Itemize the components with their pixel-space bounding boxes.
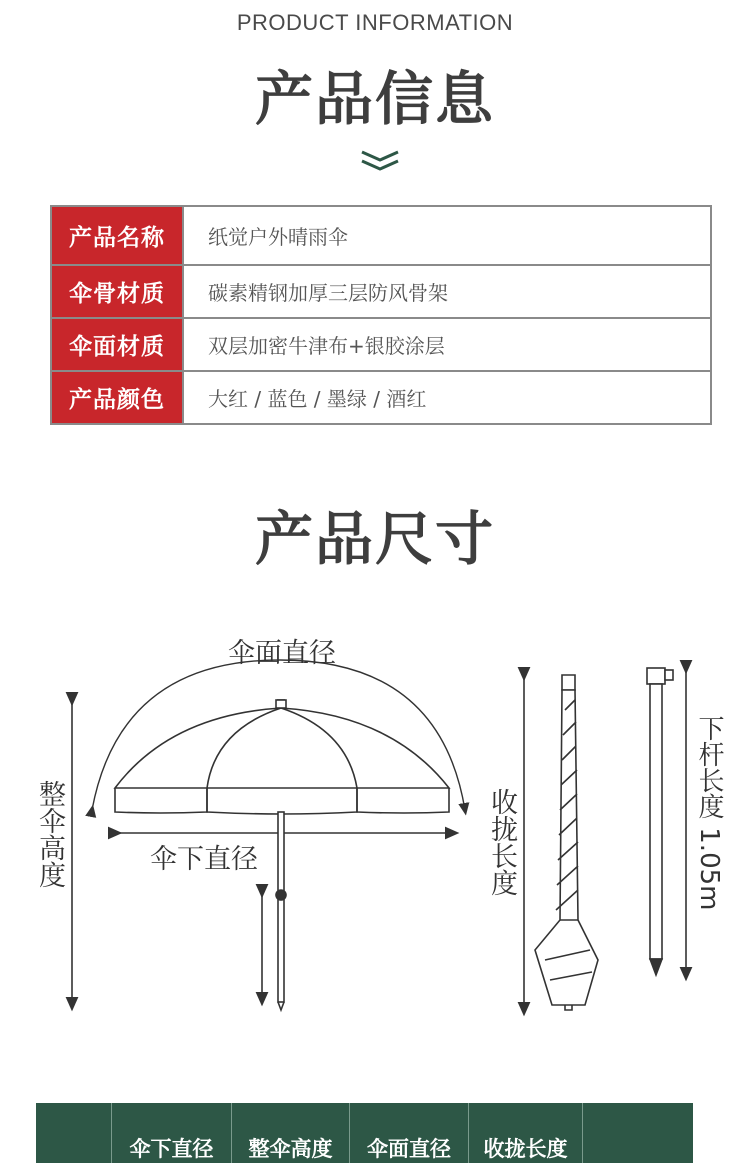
under-diameter-label: 伞下直径 [150,844,258,875]
spec-header-cell: 收拢长度 [469,1103,583,1163]
folded-length-label: 收拢长度 [486,788,517,896]
info-label: 产品名称 [52,207,184,264]
info-label: 伞骨材质 [52,266,184,317]
info-row-fabric [52,317,710,370]
info-label: 产品颜色 [52,372,184,423]
product-info-table [50,205,712,425]
info-value: 碳素精钢加厚三层防风骨架 [208,281,448,305]
info-row-frame [52,264,710,317]
spec-header-cell: 伞下直径 [112,1103,232,1163]
umbrella-size-diagram [0,620,750,1040]
double-chevron-down-icon [358,148,402,174]
spec-header-cell [583,1103,693,1163]
size-section-title: 产品尺寸 [254,505,495,573]
info-row-color [52,370,710,423]
pole-length-label: 下杆长度 1.05m [694,715,724,911]
info-value: 双层加密牛津布+银胶涂层 [208,334,445,358]
spec-header-cell: 整伞高度 [232,1103,350,1163]
header-subtitle-en: PRODUCT INFORMATION [236,10,514,35]
spec-table-header [36,1103,693,1163]
umbrella-drawing [0,620,750,1040]
info-value: 大红 / 蓝色 / 墨绿 / 酒红 [208,387,427,411]
info-label: 伞面材质 [52,319,184,370]
spec-header-cell: 伞面直径 [350,1103,469,1163]
header-title-cn: 产品信息 [254,65,495,133]
total-height-label: 整伞高度 [34,780,65,888]
info-row-name [52,207,710,264]
info-value: 纸觉户外晴雨伞 [208,225,348,249]
spec-header-cell [36,1103,112,1163]
canopy-diameter-label: 伞面直径 [228,638,336,669]
